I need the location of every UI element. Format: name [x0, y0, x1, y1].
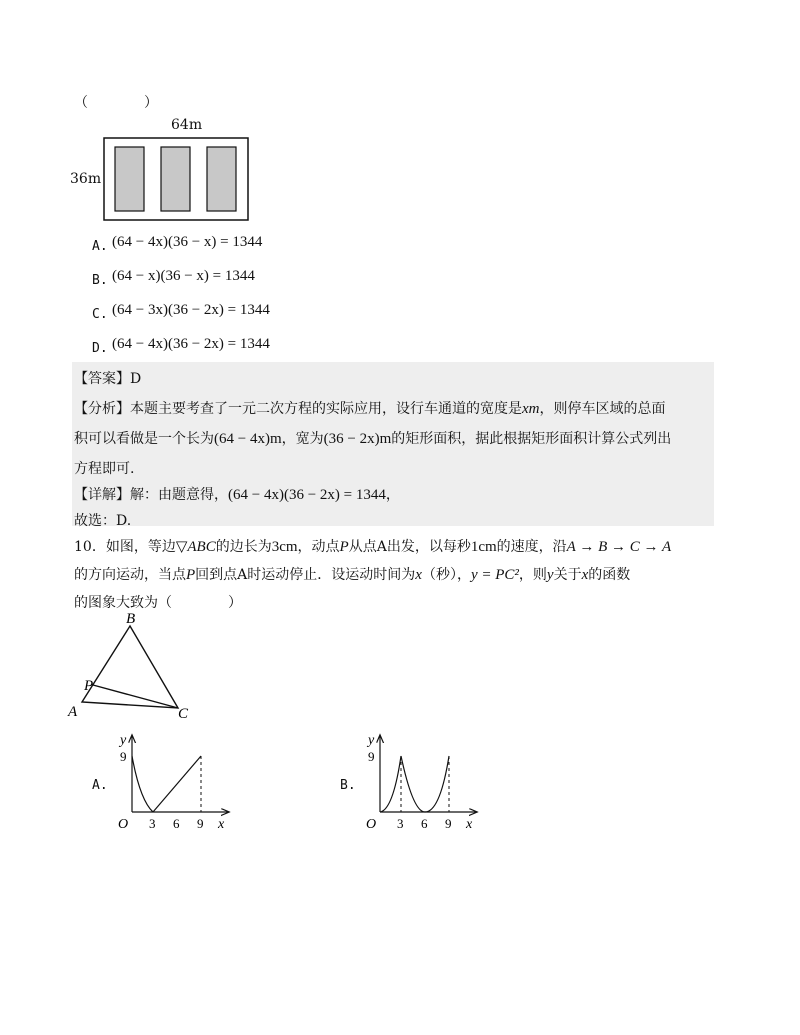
graph-a-xtick-9: 9 — [197, 816, 204, 831]
option-d-label: D. — [92, 341, 108, 356]
q10-text-2b: 回到点A时运动停止．设运动时间为 — [195, 567, 416, 583]
detail-end: ， — [385, 487, 400, 503]
graph-b — [360, 730, 480, 835]
q10-var-x: x — [415, 567, 422, 583]
answer-line — [74, 368, 141, 388]
q10-text-1b: 的边长为 — [215, 539, 272, 555]
analysis-text-2a: 积可以看做是一个长为 — [74, 431, 214, 447]
q10-var-x-2: x — [581, 567, 589, 583]
detail-math: (64 − 4x)(36 − 2x) = 1344 — [228, 487, 386, 503]
graph-b-xtick-9: 9 — [445, 816, 452, 831]
q10-text-2d: ，则 — [518, 567, 547, 583]
q10-path: A → B → C → A — [566, 539, 672, 555]
answer-value: D — [130, 371, 142, 387]
detail-text: 解：由题意得， — [130, 487, 228, 503]
graph-b-curve-2 — [401, 756, 425, 812]
q10-var-y: y — [546, 567, 554, 583]
option-b-label: B. — [92, 273, 108, 288]
analysis-text-1: 本题主要考查了一元二次方程的实际应用，设行车通道的宽度是 — [130, 401, 522, 417]
option-c-label: C. — [92, 307, 108, 322]
option-b-expr: (64 − x)(36 − x) = 1344 — [112, 268, 255, 284]
graph-b-xtick-6: 6 — [421, 816, 428, 831]
graph-a-linear-rise — [153, 756, 201, 812]
q10-point-p-2: P — [186, 567, 196, 583]
q10-text-2a: 的方向运动，当点 — [74, 567, 186, 583]
option-a-expr: (64 − 4x)(36 − x) = 1344 — [112, 234, 263, 250]
q10-line-1 — [74, 536, 671, 556]
analysis-math-1: xm — [522, 401, 540, 417]
q10-text-2e: 关于 — [553, 567, 582, 583]
vertex-a-label: A — [68, 704, 78, 720]
graph-a-y-label: y — [120, 733, 127, 748]
analysis-line-2 — [74, 428, 671, 448]
analysis-math-length: (64 − 4x)m — [214, 431, 282, 447]
answer-tag: 【答案】 — [74, 371, 130, 387]
detail-tag: 【详解】 — [74, 487, 130, 503]
triangle-diagram — [60, 610, 210, 725]
graph-a-origin: O — [118, 817, 129, 832]
q10-text-2f: 的函数 — [588, 567, 631, 583]
graph-a-x-label: x — [218, 817, 225, 832]
detail-line — [74, 484, 400, 504]
parking-area-3 — [207, 147, 236, 211]
q10-text-1c: ，动点 — [297, 539, 340, 555]
graph-b-curve-3 — [425, 756, 449, 812]
q10-speed: 1cm — [470, 539, 497, 555]
option-d-expr: (64 − 4x)(36 − 2x) = 1344 — [112, 336, 270, 352]
graph-b-curve-1 — [380, 756, 401, 812]
option-c-expr: (64 − 3x)(36 − 2x) = 1344 — [112, 302, 270, 318]
q10-line-3: 的图象大致为（ ） — [74, 595, 242, 611]
point-p-label: P — [84, 678, 94, 694]
graph-b-ytick-9: 9 — [368, 749, 375, 764]
parking-area-1 — [115, 147, 144, 211]
graph-a-xtick-6: 6 — [173, 816, 180, 831]
graph-b-y-label: y — [368, 733, 375, 748]
q10-text-1a: 10．如图，等边 — [74, 539, 176, 555]
graph-a-curve-decreasing — [132, 756, 153, 812]
parking-area-2 — [161, 147, 190, 211]
vertex-c-label: C — [178, 706, 189, 722]
graph-b-x-label: x — [466, 817, 473, 832]
choose-line: 故选：D. — [74, 513, 132, 529]
analysis-tag: 【分析】 — [74, 401, 130, 417]
analysis-line-1 — [74, 398, 666, 418]
graph-a-label: A. — [92, 778, 108, 793]
q10-text-2c: （秒）， — [421, 567, 471, 583]
segment-pc — [93, 685, 178, 708]
q10-line-2 — [74, 564, 630, 584]
graph-a-ytick-9: 9 — [120, 749, 127, 764]
q10-side-length: 3cm — [271, 539, 298, 555]
graph-b-xtick-3: 3 — [397, 816, 404, 831]
parking-width-label: 64m — [171, 117, 203, 133]
q10-equation: y = PC² — [470, 567, 519, 583]
triangle-symbol: ▽ — [175, 539, 188, 555]
graph-a-xtick-3: 3 — [149, 816, 156, 831]
parking-height-label: 36m — [70, 171, 102, 187]
analysis-text-2c: 的矩形面积，据此根据矩形面积计算公式列出 — [391, 431, 672, 447]
analysis-text-1-end: ，则停车区域的总面 — [539, 401, 666, 417]
analysis-line-3: 方程即可. — [74, 461, 135, 477]
q10-text-1d: 从点A出发，以每秒 — [348, 539, 471, 555]
graph-b-label: B. — [340, 778, 356, 793]
q9-answer-bracket: （ ） — [74, 95, 158, 111]
analysis-text-2b: ，宽为 — [281, 431, 324, 447]
q10-abc: ABC — [187, 539, 216, 555]
vertex-b-label: B — [126, 611, 136, 627]
analysis-math-width: (36 − 2x)m — [323, 431, 392, 447]
option-a-label: A. — [92, 239, 108, 254]
graph-a — [112, 730, 232, 835]
graph-b-origin: O — [366, 817, 377, 832]
parking-lot-diagram — [100, 134, 252, 224]
q10-text-1e: 的速度，沿 — [496, 539, 567, 555]
q10-point-p: P — [339, 539, 349, 555]
